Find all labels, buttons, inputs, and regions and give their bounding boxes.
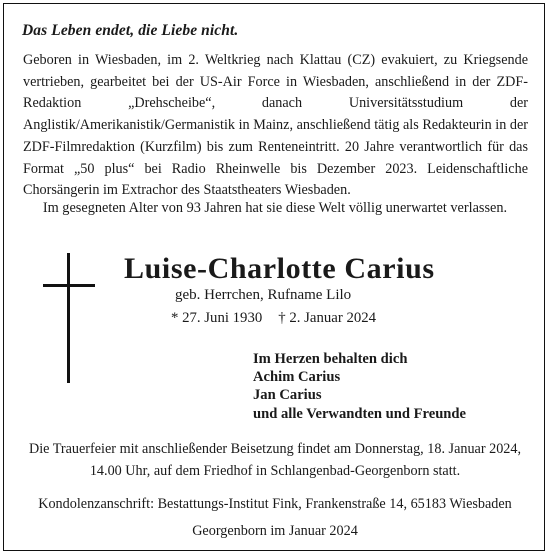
cross-vertical-bar	[67, 253, 70, 383]
life-dates	[171, 310, 376, 327]
mourners-relatives: und alle Verwandten und Freunde	[253, 405, 467, 422]
cross-horizontal-bar	[43, 284, 95, 287]
mourner-name: Jan Carius	[253, 387, 322, 404]
farewell-line: Im gesegneten Alter von 93 Jahren hat sie diese Welt völlig unerwartet verlassen.	[42, 200, 508, 216]
birth-date: * 27. Juni 1930	[171, 310, 263, 326]
motto: Das Leben endet, die Liebe nicht.	[22, 22, 239, 39]
funeral-service-info	[0, 439, 550, 482]
mourner-name: Achim Carius	[253, 369, 341, 386]
place-date: Georgenborn im Januar 2024	[192, 523, 358, 539]
condolence-address: Kondolenzanschrift: Bestattungs-Institut Fink, Frankenstraße 14, 65183 Wiesbaden	[38, 496, 512, 512]
service-line-1: Die Trauerfeier mit anschließender Beisetzung findet am Donnerstag, 18. Januar 2024,	[28, 441, 522, 457]
mourners-intro: Im Herzen behalten dich	[253, 351, 408, 367]
maiden-name-line: geb. Herrchen, Rufname Lilo	[175, 287, 352, 303]
service-line-2: 14.00 Uhr, auf dem Friedhof in Schlangenbad-Georgenborn statt.	[89, 462, 461, 479]
deceased-name: Luise-Charlotte Carius	[124, 252, 435, 285]
death-date: † 2. Januar 2024	[278, 310, 377, 326]
biography: Geboren in Wiesbaden, im 2. Weltkrieg nach Klattau (CZ) evakuiert, zu Kriegsende vertrieben, gearbeitet bei der US-Air Force in Wiesbaden, anschließend in der ZDF-Redaktion „Drehscheibe“, danach Universitätsstudium der Anglistik/Amerikanistik/Germanistik in Mainz, anschließend tätig als Redakteurin in der ZDF-Filmredaktion (Kurzfilm) bis zum Renteneintritt. 20 Jahre verantwortlich für das Format „50 plus“ bei Radio Rheinwelle bis Dezember 2023. Leidenschaftliche Chorsängerin im Extrachor des Staatstheaters Wiesbaden.	[23, 52, 528, 199]
cross-icon	[43, 253, 95, 383]
mourners-block	[253, 350, 466, 423]
